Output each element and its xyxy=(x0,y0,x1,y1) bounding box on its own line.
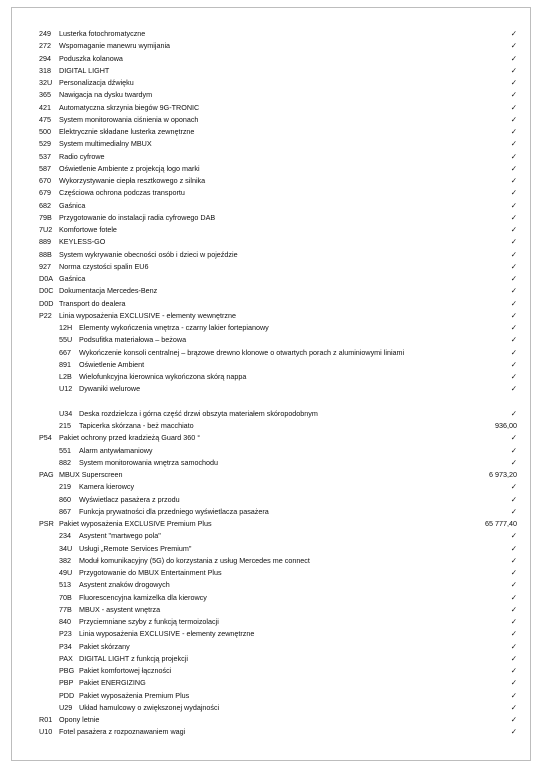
option-code: L2B xyxy=(59,372,72,381)
equipment-row xyxy=(39,322,517,334)
included-check-icon: ✓ xyxy=(510,678,517,688)
included-check-icon: ✓ xyxy=(510,433,517,443)
equipment-row xyxy=(39,53,517,65)
option-description: MBUX - asystent wnętrza xyxy=(79,604,161,614)
equipment-row xyxy=(39,579,517,591)
option-description: Wykorzystywanie ciepła resztkowego z silnika xyxy=(59,176,206,185)
option-description: DIGITAL LIGHT z funkcją projekcji xyxy=(79,653,188,663)
included-check-icon: ✓ xyxy=(510,641,517,651)
included-check-icon: ✓ xyxy=(510,237,517,247)
equipment-row xyxy=(39,677,517,689)
option-code: U12 xyxy=(59,384,73,394)
option-description: Wspomaganie manewru wymijania xyxy=(59,41,171,51)
included-check-icon: ✓ xyxy=(510,604,517,614)
equipment-row xyxy=(39,347,517,359)
included-check-icon: ✓ xyxy=(510,543,517,553)
included-check-icon: ✓ xyxy=(510,41,517,51)
option-code: 421 xyxy=(39,102,51,112)
equipment-list xyxy=(39,28,517,739)
included-check-icon: ✓ xyxy=(510,445,517,455)
option-description: Kamera kierowcy xyxy=(79,482,135,492)
option-description: Transport do dealera xyxy=(59,298,126,308)
included-check-icon: ✓ xyxy=(510,555,517,565)
equipment-row xyxy=(39,469,517,481)
option-code: P23 xyxy=(59,629,72,639)
option-code: 7U2 xyxy=(39,225,53,234)
row-gap xyxy=(39,396,517,408)
included-check-icon: ✓ xyxy=(510,617,517,626)
equipment-row xyxy=(39,163,517,175)
equipment-row xyxy=(39,714,517,726)
option-code: D0C xyxy=(39,286,54,296)
option-code: 882 xyxy=(59,457,71,467)
option-code: 34U xyxy=(59,543,73,553)
included-check-icon: ✓ xyxy=(510,347,517,357)
option-description: Lusterka fotochromatyczne xyxy=(59,29,146,38)
option-code: 667 xyxy=(59,347,71,357)
option-description: Gaśnica xyxy=(59,200,86,210)
option-code: 891 xyxy=(59,359,71,369)
option-description: Deska rozdzielcza i górna część drzwi obszyta materiałem skóropodobnym xyxy=(79,408,318,418)
option-description: Poduszka kolanowa xyxy=(59,53,123,63)
equipment-row xyxy=(39,212,517,224)
equipment-row xyxy=(39,138,517,150)
option-code: PAG xyxy=(39,470,54,479)
included-check-icon: ✓ xyxy=(510,372,517,381)
equipment-row xyxy=(39,261,517,273)
option-code: PSR xyxy=(39,519,54,528)
option-description: Pakiet ochrony przed kradzieżą Guard 360 ° xyxy=(59,433,201,443)
equipment-row xyxy=(39,298,517,310)
option-description: System multimedialny MBUX xyxy=(59,139,152,149)
option-description: Alarm antywłamaniowy xyxy=(79,445,153,455)
option-description: Dokumentacja Mercedes-Benz xyxy=(59,286,158,296)
equipment-row xyxy=(39,114,517,126)
included-check-icon: ✓ xyxy=(510,335,517,345)
option-code: U29 xyxy=(59,702,73,712)
option-description: Dywaniki welurowe xyxy=(79,384,141,394)
option-code: 272 xyxy=(39,41,51,51)
included-check-icon: ✓ xyxy=(510,286,517,296)
option-code: D0D xyxy=(39,298,54,308)
included-check-icon: ✓ xyxy=(510,127,517,136)
included-check-icon: ✓ xyxy=(510,323,517,332)
equipment-row xyxy=(39,273,517,285)
option-description: Asystent znaków drogowych xyxy=(79,580,170,590)
option-description: Linia wyposażenia EXCLUSIVE - elementy zewnętrzne xyxy=(79,629,255,639)
included-check-icon: ✓ xyxy=(510,666,517,675)
option-code: PBP xyxy=(59,678,74,688)
option-description: Pakiet wyposażenia EXCLUSIVE Premium Plus xyxy=(59,519,212,528)
option-code: P34 xyxy=(59,641,72,651)
option-description: Fotel pasażera z rozpoznawaniem wagi xyxy=(59,727,186,737)
included-check-icon: ✓ xyxy=(510,65,517,75)
included-check-icon: ✓ xyxy=(510,102,517,112)
option-description: System monitorowania wnętrza samochodu xyxy=(79,457,219,467)
option-description: Personalizacja dźwięku xyxy=(59,78,134,87)
option-code: D0A xyxy=(39,274,53,283)
option-code: 537 xyxy=(39,151,51,161)
included-check-icon: ✓ xyxy=(510,53,517,63)
included-check-icon: ✓ xyxy=(510,261,517,271)
option-price: 936,00 xyxy=(495,421,517,430)
equipment-row xyxy=(39,77,517,89)
option-code: 294 xyxy=(39,53,51,63)
included-check-icon: ✓ xyxy=(510,274,517,283)
option-description: Opony letnie xyxy=(59,715,100,724)
option-description: Oświetlenie Ambient xyxy=(79,359,145,369)
included-check-icon: ✓ xyxy=(510,592,517,602)
equipment-row xyxy=(39,371,517,383)
equipment-row xyxy=(39,653,517,665)
option-description: Przyciemniane szyby z funkcją termoizolacji xyxy=(79,617,219,626)
option-description: Usługi „Remote Services Premium" xyxy=(79,543,192,553)
equipment-row xyxy=(39,555,517,567)
option-code: U34 xyxy=(59,408,73,418)
option-code: 475 xyxy=(39,114,51,124)
equipment-row xyxy=(39,641,517,653)
option-code: 88B xyxy=(39,249,52,259)
equipment-row xyxy=(39,126,517,138)
option-code: R01 xyxy=(39,715,53,724)
option-description: Funkcja prywatności dla przedniego wyświetlacza pasażera xyxy=(79,506,269,516)
option-code: 513 xyxy=(59,580,71,590)
included-check-icon: ✓ xyxy=(510,702,517,712)
included-check-icon: ✓ xyxy=(510,200,517,210)
option-description: Wyświetlacz pasażera z przodu xyxy=(79,494,180,504)
equipment-row xyxy=(39,592,517,604)
option-code: P22 xyxy=(39,310,52,320)
option-description: Częściowa ochrona podczas transportu xyxy=(59,188,185,198)
option-code: 318 xyxy=(39,65,51,75)
equipment-row xyxy=(39,334,517,346)
option-description: Oświetlenie Ambiente z projekcją logo marki xyxy=(59,163,200,173)
included-check-icon: ✓ xyxy=(510,629,517,639)
option-description: Przygotowanie do instalacji radia cyfrowego DAB xyxy=(59,212,216,222)
option-code: 670 xyxy=(39,176,51,185)
included-check-icon: ✓ xyxy=(510,384,517,394)
option-description: Norma czystości spalin EU6 xyxy=(59,261,149,271)
equipment-row xyxy=(39,604,517,616)
option-code: 551 xyxy=(59,445,71,455)
included-check-icon: ✓ xyxy=(510,176,517,185)
equipment-row xyxy=(39,408,517,420)
equipment-row xyxy=(39,65,517,77)
option-description: Moduł komunikacyjny (5G) do korzystania z usług Mercedes me connect xyxy=(79,555,310,565)
option-code: 234 xyxy=(59,531,71,541)
equipment-row xyxy=(39,432,517,444)
option-code: P54 xyxy=(39,433,52,443)
option-description: Wykończenie konsoli centralnej – brązowe drewno klonowe o otwartych porach z aluminiowymi liniami xyxy=(79,347,405,357)
equipment-row xyxy=(39,236,517,248)
option-description: Asystent "martwego pola" xyxy=(79,531,161,541)
option-description: Elektrycznie składane lusterka zewnętrzne xyxy=(59,127,195,136)
included-check-icon: ✓ xyxy=(510,359,517,369)
option-code: 840 xyxy=(59,617,71,626)
included-check-icon: ✓ xyxy=(510,114,517,124)
included-check-icon: ✓ xyxy=(510,225,517,234)
option-description: MBUX Superscreen xyxy=(59,470,123,479)
option-code: 55U xyxy=(59,335,73,345)
equipment-row xyxy=(39,383,517,395)
option-code: 679 xyxy=(39,188,51,198)
equipment-row xyxy=(39,518,517,530)
option-description: DIGITAL LIGHT xyxy=(59,65,110,75)
option-description: Automatyczna skrzynia biegów 9G-TRONIC xyxy=(59,102,200,112)
included-check-icon: ✓ xyxy=(510,298,517,308)
option-code: 249 xyxy=(39,29,51,38)
equipment-row xyxy=(39,457,517,469)
option-description: Radio cyfrowe xyxy=(59,151,105,161)
option-code: 500 xyxy=(39,127,51,136)
option-code: 867 xyxy=(59,506,71,516)
option-description: Pakiet skórzany xyxy=(79,641,130,651)
equipment-row xyxy=(39,494,517,506)
included-check-icon: ✓ xyxy=(510,457,517,467)
option-description: System wykrywanie obecności osób i dzieci w pojeździe xyxy=(59,249,238,259)
option-description: Pakiet ENERGIZING xyxy=(79,678,146,688)
option-code: 587 xyxy=(39,163,51,173)
option-code: 215 xyxy=(59,421,71,430)
option-price: 65 777,40 xyxy=(485,519,517,528)
option-description: Pakiet wyposażenia Premium Plus xyxy=(79,690,190,700)
option-description: Elementy wykończenia wnętrza - czarny lakier fortepianowy xyxy=(79,323,269,332)
included-check-icon: ✓ xyxy=(510,212,517,222)
equipment-row xyxy=(39,481,517,493)
option-code: PDD xyxy=(59,690,75,700)
equipment-row xyxy=(39,420,517,432)
equipment-row xyxy=(39,224,517,236)
option-code: 70B xyxy=(59,592,72,602)
option-description: Nawigacja na dysku twardym xyxy=(59,90,153,100)
option-description: Tapicerka skórzana - beż macchiato xyxy=(79,421,194,430)
equipment-row xyxy=(39,187,517,199)
option-code: 77B xyxy=(59,604,72,614)
included-check-icon: ✓ xyxy=(510,139,517,149)
included-check-icon: ✓ xyxy=(510,151,517,161)
option-description: Wielofunkcyjna kierownica wykończona skórą nappa xyxy=(79,372,247,381)
equipment-row xyxy=(39,89,517,101)
option-description: System monitorowania ciśnienia w oponach xyxy=(59,114,199,124)
included-check-icon: ✓ xyxy=(510,482,517,492)
option-description: Gaśnica xyxy=(59,274,86,283)
document-page xyxy=(11,7,531,761)
equipment-row xyxy=(39,40,517,52)
included-check-icon: ✓ xyxy=(510,310,517,320)
equipment-row xyxy=(39,200,517,212)
equipment-row xyxy=(39,726,517,738)
option-code: PAX xyxy=(59,653,73,663)
equipment-row xyxy=(39,151,517,163)
included-check-icon: ✓ xyxy=(510,78,517,87)
included-check-icon: ✓ xyxy=(510,90,517,100)
option-code: U10 xyxy=(39,727,53,737)
included-check-icon: ✓ xyxy=(510,568,517,577)
equipment-row xyxy=(39,249,517,261)
included-check-icon: ✓ xyxy=(510,163,517,173)
equipment-row xyxy=(39,506,517,518)
equipment-row xyxy=(39,102,517,114)
included-check-icon: ✓ xyxy=(510,188,517,198)
option-code: 889 xyxy=(39,237,51,247)
option-code: 382 xyxy=(59,555,71,565)
option-code: 79B xyxy=(39,212,52,222)
equipment-row xyxy=(39,702,517,714)
included-check-icon: ✓ xyxy=(510,408,517,418)
included-check-icon: ✓ xyxy=(510,715,517,724)
option-code: 32U xyxy=(39,78,53,87)
option-description: Linia wyposażenia EXCLUSIVE - elementy wewnętrzne xyxy=(59,310,236,320)
option-code: 365 xyxy=(39,90,51,100)
equipment-row xyxy=(39,690,517,702)
equipment-row xyxy=(39,310,517,322)
equipment-row xyxy=(39,28,517,40)
equipment-row xyxy=(39,543,517,555)
option-description: KEYLESS-GO xyxy=(59,237,106,247)
option-code: 49U xyxy=(59,568,73,577)
option-code: 12H xyxy=(59,323,73,332)
option-code: 860 xyxy=(59,494,71,504)
equipment-row xyxy=(39,616,517,628)
equipment-row xyxy=(39,359,517,371)
option-code: PBG xyxy=(59,666,75,675)
included-check-icon: ✓ xyxy=(510,727,517,737)
included-check-icon: ✓ xyxy=(510,29,517,38)
option-code: 927 xyxy=(39,261,51,271)
equipment-row xyxy=(39,628,517,640)
included-check-icon: ✓ xyxy=(510,249,517,259)
included-check-icon: ✓ xyxy=(510,531,517,541)
equipment-row xyxy=(39,530,517,542)
included-check-icon: ✓ xyxy=(510,580,517,590)
included-check-icon: ✓ xyxy=(510,494,517,504)
option-code: 529 xyxy=(39,139,51,149)
equipment-row xyxy=(39,665,517,677)
option-description: Pakiet komfortowej łączności xyxy=(79,666,172,675)
option-description: Układ hamulcowy o zwiększonej wydajności xyxy=(79,702,220,712)
included-check-icon: ✓ xyxy=(510,506,517,516)
option-description: Komfortowe fotele xyxy=(59,225,117,234)
option-code: 219 xyxy=(59,482,71,492)
equipment-row xyxy=(39,445,517,457)
option-description: Fluorescencyjna kamizelka dla kierowcy xyxy=(79,592,207,602)
equipment-row xyxy=(39,567,517,579)
option-description: Przygotowanie do MBUX Entertainment Plus xyxy=(79,568,222,577)
option-code: 682 xyxy=(39,200,51,210)
equipment-row xyxy=(39,285,517,297)
option-description: Podsufitka materiałowa – beżowa xyxy=(79,335,187,345)
included-check-icon: ✓ xyxy=(510,690,517,700)
option-price: 6 973,20 xyxy=(489,470,517,479)
included-check-icon: ✓ xyxy=(510,653,517,663)
equipment-row xyxy=(39,175,517,187)
